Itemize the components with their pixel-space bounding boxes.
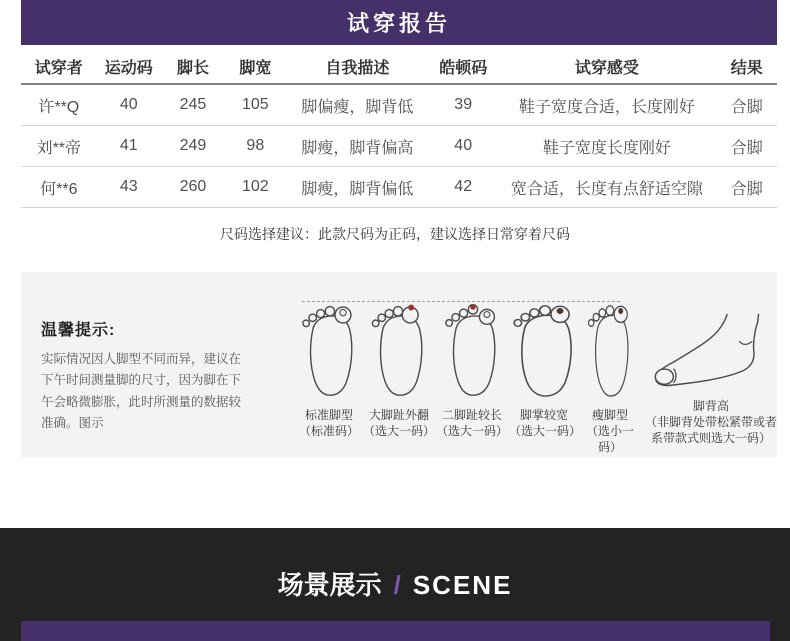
cell-result: 合脚 bbox=[716, 167, 777, 208]
tips-title: 温馨提示: bbox=[41, 322, 116, 339]
foot-item-bunion bbox=[363, 302, 435, 439]
cell-foot-length: 249 bbox=[161, 126, 225, 167]
cell-feeling: 宽合适，长度有点舒适空隙 bbox=[497, 167, 716, 208]
tips-box bbox=[21, 272, 777, 457]
cell-self-desc: 脚瘦，脚背偏高 bbox=[286, 126, 430, 167]
foot-name: 大脚趾外翻 bbox=[368, 408, 429, 422]
foot-sideview-high-instep-icon bbox=[652, 312, 770, 390]
col-header-feeling: 试穿感受 bbox=[497, 50, 716, 84]
foot-label bbox=[509, 407, 582, 439]
foot-name: 瘦脚型 bbox=[591, 408, 628, 422]
col-header-self-desc: 自我描述 bbox=[286, 50, 430, 84]
scene-title-cn: 场景展示 bbox=[277, 570, 382, 600]
cell-foot-width: 98 bbox=[225, 126, 285, 167]
col-header-brand-size: 皓顿码 bbox=[429, 50, 497, 84]
cell-foot-length: 245 bbox=[161, 84, 225, 126]
scene-title bbox=[0, 565, 790, 602]
cell-result: 合脚 bbox=[716, 84, 777, 126]
col-header-result: 结果 bbox=[716, 50, 777, 84]
scene-title-en: SCENE bbox=[412, 570, 513, 600]
col-header-sport-size: 运动码 bbox=[97, 50, 161, 84]
foot-name: 脚掌较宽 bbox=[519, 408, 568, 422]
table-row bbox=[21, 167, 777, 208]
scene-purple-bar bbox=[21, 621, 770, 641]
foot-note: （选大一码） bbox=[363, 424, 436, 438]
foot-topview-narrow-icon bbox=[587, 302, 633, 397]
foot-note: （非脚背处带松紧带或者系带款式则选大一码） bbox=[644, 415, 777, 445]
cell-sport-size: 41 bbox=[97, 126, 161, 167]
foot-item-wide bbox=[509, 302, 582, 439]
col-header-foot-length: 脚长 bbox=[161, 50, 225, 84]
cell-sport-size: 40 bbox=[97, 84, 161, 126]
foot-note: （选大一码） bbox=[509, 424, 582, 438]
foot-item-narrow bbox=[579, 302, 641, 455]
cell-wearer: 何**6 bbox=[21, 167, 97, 208]
foot-note: （标准码） bbox=[298, 424, 359, 438]
foot-type-diagram bbox=[295, 302, 781, 455]
cell-foot-width: 102 bbox=[225, 167, 285, 208]
foot-topview-bunion-icon bbox=[371, 302, 427, 397]
foot-name: 二脚趾较长 bbox=[441, 408, 502, 422]
cell-foot-width: 105 bbox=[225, 84, 285, 126]
table-header-row bbox=[21, 50, 777, 84]
cell-wearer: 刘**帝 bbox=[21, 126, 97, 167]
cell-feeling: 鞋子宽度长度刚好 bbox=[497, 126, 716, 167]
cell-wearer: 许**Q bbox=[21, 84, 97, 126]
cell-result: 合脚 bbox=[716, 126, 777, 167]
size-advice: 尺码选择建议：此款尺码为正码，建议选择日常穿着尺码 bbox=[220, 226, 570, 242]
report-title: 试穿报告 bbox=[346, 11, 451, 36]
tryon-table-wrap bbox=[21, 50, 777, 208]
foot-label bbox=[363, 407, 435, 439]
foot-note: （选小一码） bbox=[585, 424, 634, 454]
foot-item-standard bbox=[295, 302, 363, 439]
col-header-wearer: 试穿者 bbox=[21, 50, 97, 84]
tryon-table bbox=[21, 50, 777, 208]
foot-topview-standard-icon bbox=[301, 302, 357, 397]
tips-body: 实际情况因人脚型不同而异，建议在下午时间测量脚的尺寸，因为脚在下午会略微膨胀，此时所测量的数据较准确。图示 bbox=[41, 352, 242, 430]
scene-section bbox=[0, 528, 790, 641]
foot-note: （选大一码） bbox=[435, 424, 508, 438]
tips-text-block bbox=[41, 317, 253, 434]
report-header-bar bbox=[21, 0, 777, 45]
table-row bbox=[21, 126, 777, 167]
cell-sport-size: 43 bbox=[97, 167, 161, 208]
table-row bbox=[21, 84, 777, 126]
cell-self-desc: 脚偏瘦，脚背低 bbox=[286, 84, 430, 126]
foot-topview-long-second-toe-icon bbox=[444, 302, 500, 397]
cell-brand-size: 40 bbox=[429, 126, 497, 167]
cell-feeling: 鞋子宽度合适，长度刚好 bbox=[497, 84, 716, 126]
foot-item-long-second-toe bbox=[435, 302, 509, 439]
foot-name: 脚背高 bbox=[692, 399, 729, 413]
cell-brand-size: 42 bbox=[429, 167, 497, 208]
foot-label bbox=[641, 398, 781, 446]
foot-label bbox=[299, 407, 359, 439]
foot-label bbox=[579, 407, 641, 455]
foot-item-high-instep bbox=[641, 302, 781, 446]
cell-foot-length: 260 bbox=[161, 167, 225, 208]
foot-topview-wide-icon bbox=[512, 302, 576, 397]
scene-divider-slash: / bbox=[393, 570, 401, 600]
foot-label bbox=[436, 407, 508, 439]
cell-brand-size: 39 bbox=[429, 84, 497, 126]
foot-name: 标准脚型 bbox=[304, 408, 353, 422]
col-header-foot-width: 脚宽 bbox=[225, 50, 285, 84]
cell-self-desc: 脚瘦，脚背偏低 bbox=[286, 167, 430, 208]
